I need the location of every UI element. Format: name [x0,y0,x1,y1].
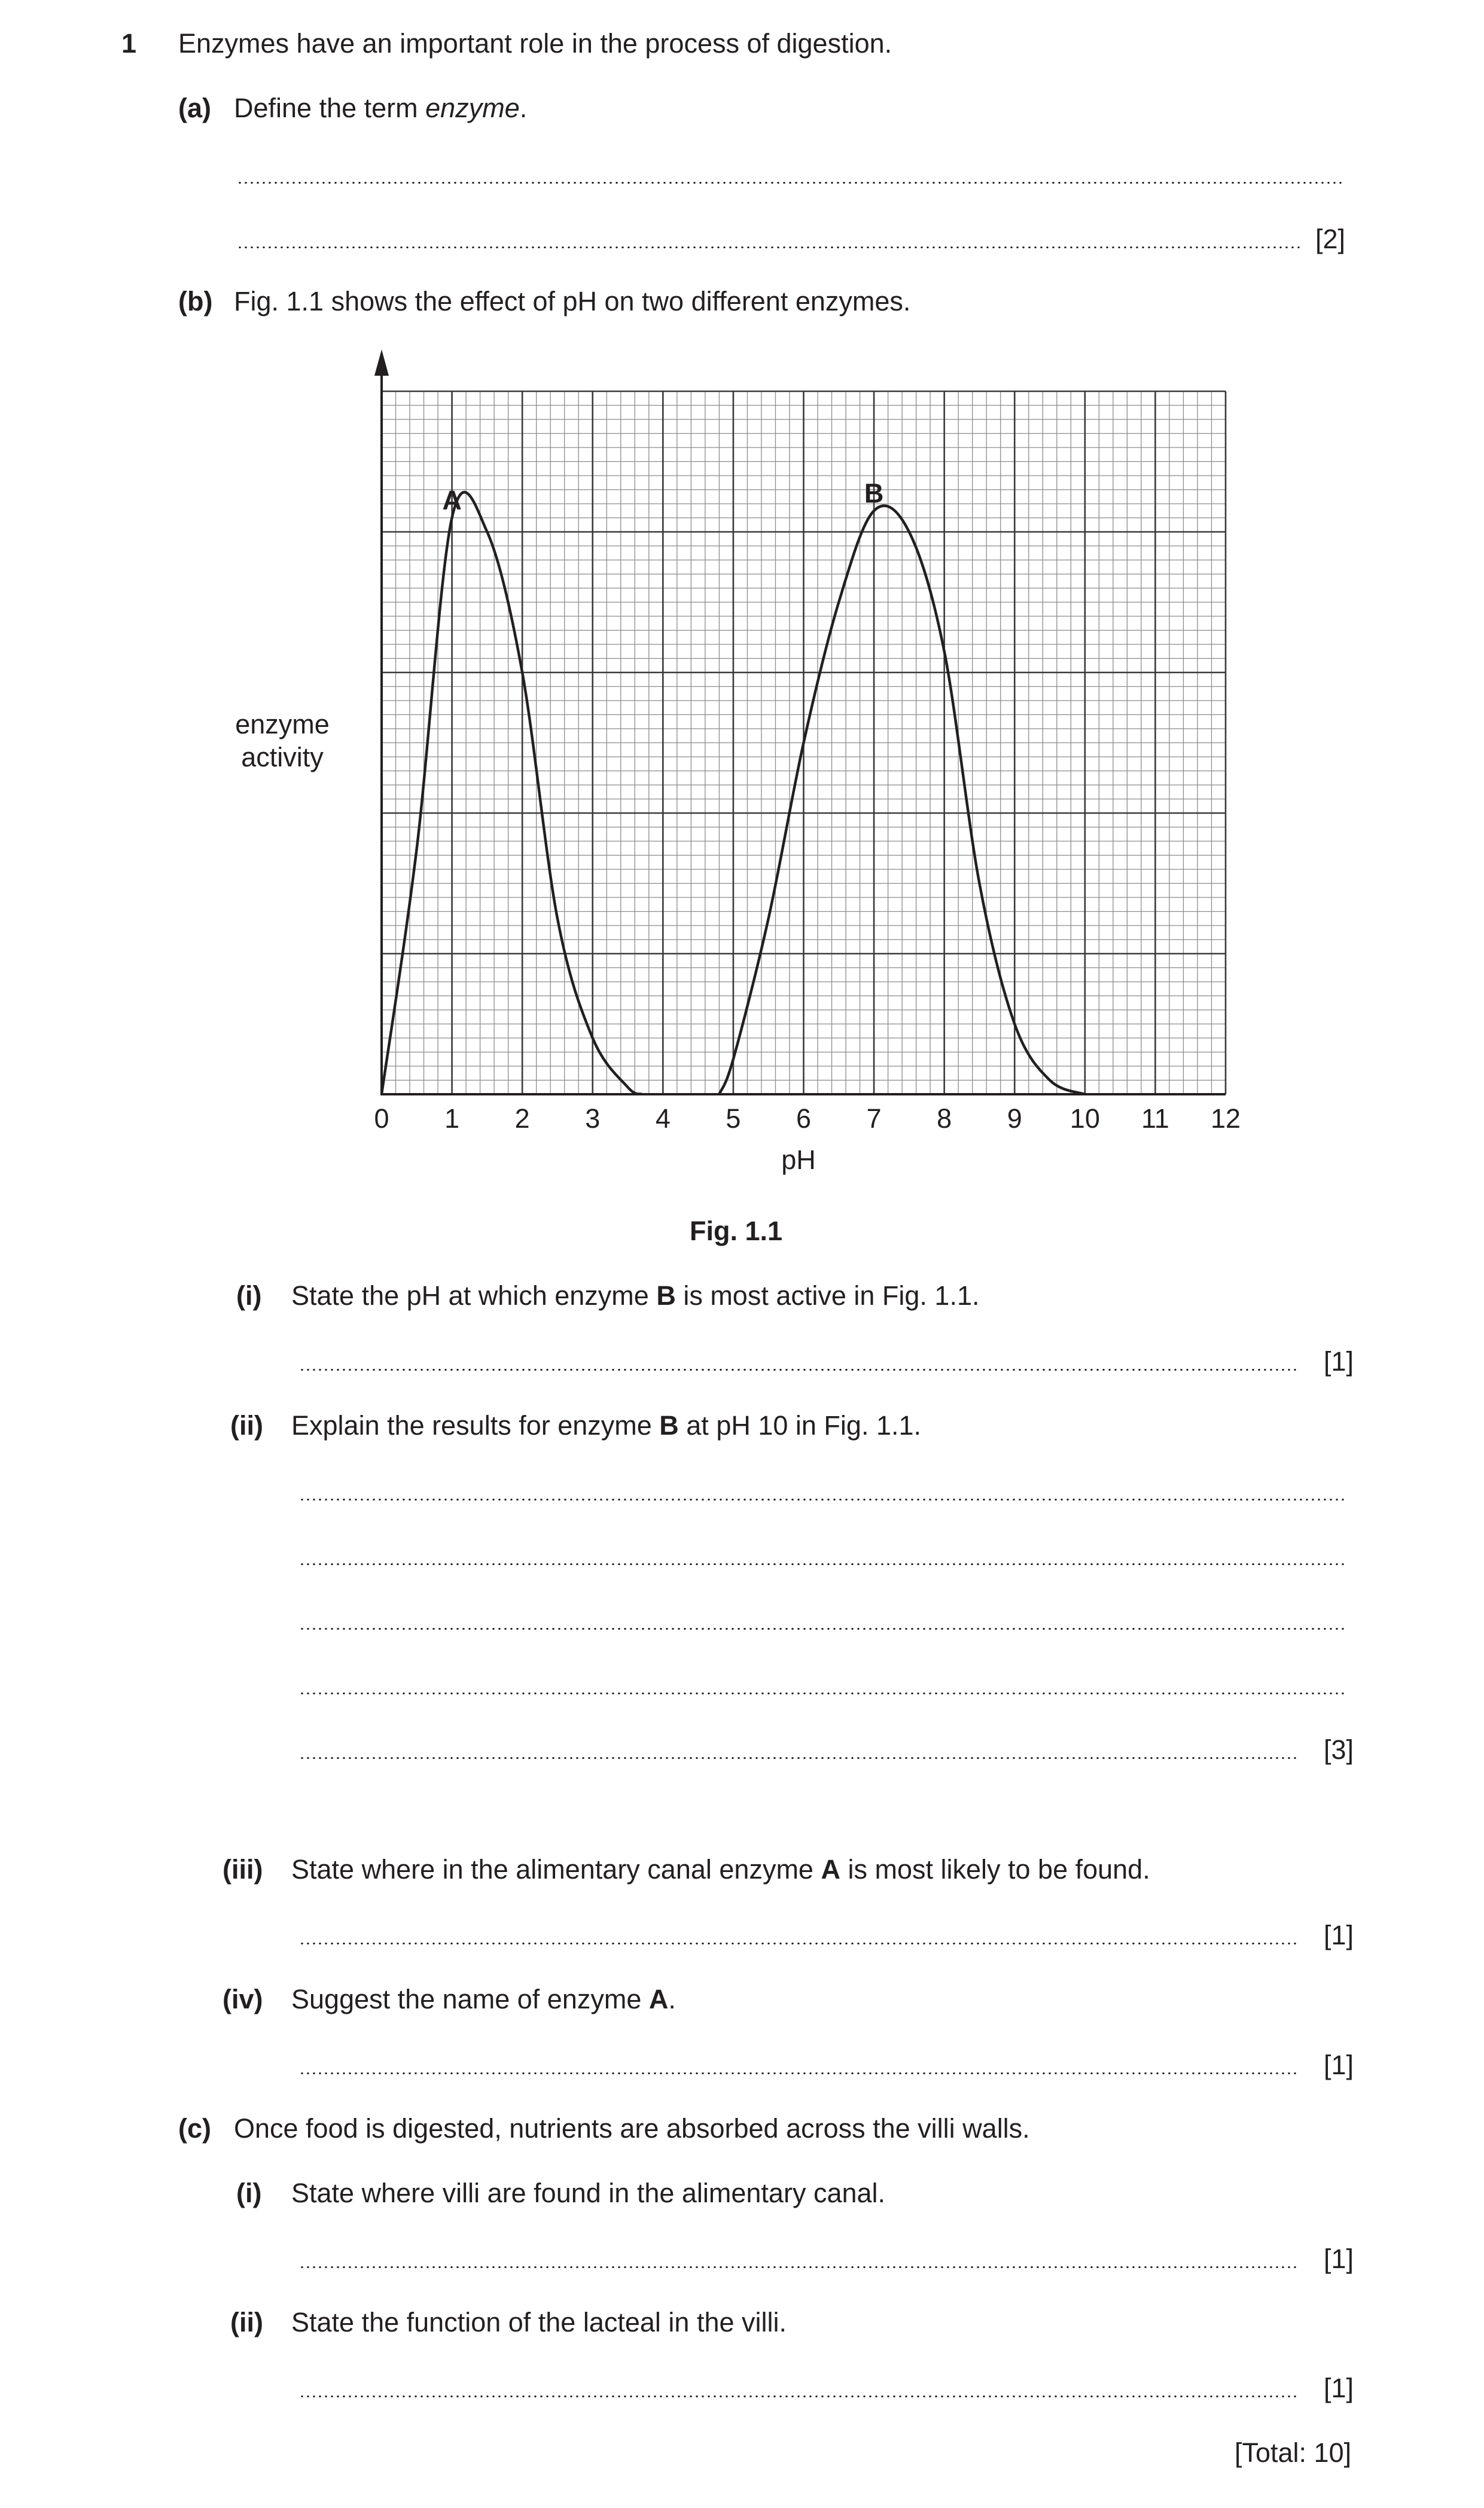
part-c-ii-text: State the function of the lacteal in the villi. [291,2307,787,2337]
series-label-B: B [864,477,884,509]
marks-b-ii: [3] [1324,1734,1354,1765]
part-c-text: Once food is digested, nutrients are absorbed across the villi walls. [234,2113,1030,2144]
question-number: 1 [121,28,137,59]
answer-line-c-i[interactable] [299,2266,1300,2268]
part-a-text-post: . [519,93,528,123]
total-marks: [Total: 10] [1235,2437,1352,2468]
answer-line-b-ii-5[interactable] [299,1757,1300,1759]
part-c-label: (c) [178,2113,211,2144]
answer-line-b-ii-3[interactable] [299,1628,1345,1630]
x-tick-label: 11 [1141,1103,1169,1134]
series-line-A [382,492,642,1094]
answer-line-b-i[interactable] [299,1369,1300,1371]
x-tick-label: 3 [585,1103,601,1134]
marks-c-ii: [1] [1324,2373,1354,2403]
part-b-iv-bold: A [648,1984,669,2014]
chart-y-axis-label-line2: activity [241,742,324,772]
part-b-ii-text [291,1410,921,1441]
x-tick-label: 0 [374,1103,389,1134]
y-axis-arrow [374,349,389,376]
answer-line-b-iii[interactable] [299,1943,1300,1944]
marks-b-i: [1] [1324,1346,1354,1377]
x-tick-label: 7 [866,1103,882,1134]
part-b-iii-bold: A [821,1854,840,1885]
answer-line-b-iv[interactable] [299,2072,1300,2074]
x-tick-label: 12 [1210,1103,1241,1134]
part-b-iv-text [291,1984,676,2015]
part-b-ii-bold: B [659,1410,679,1441]
answer-line-b-ii-1[interactable] [299,1499,1345,1500]
question-intro: Enzymes have an important role in the process of digestion. [178,28,892,59]
part-b-iii-label: (iii) [223,1854,263,1885]
part-c-i-text: State where villi are found in the alimentary canal. [291,2178,886,2208]
part-b-i-pre: State the pH at which enzyme [291,1280,657,1311]
figure-1-1-chart [0,0,1484,1197]
answer-line-b-ii-2[interactable] [299,1563,1345,1565]
x-tick-label: 1 [444,1103,460,1134]
part-b-ii-post: at pH 10 in Fig. 1.1. [678,1410,922,1441]
part-b-text: Fig. 1.1 shows the effect of pH on two different enzymes. [234,286,911,316]
part-b-iii-pre: State where in the alimentary canal enzyme [291,1854,821,1885]
part-a-text-pre: Define the term [234,93,426,123]
part-b-label: (b) [178,286,213,316]
marks-c-i: [1] [1324,2244,1354,2274]
chart-x-axis-label: pH [781,1145,816,1175]
part-b-ii-pre: Explain the results for enzyme [291,1410,660,1441]
x-tick-label: 6 [796,1103,812,1134]
chart-tick-labels [374,1103,1241,1134]
answer-line-c-ii[interactable] [299,2396,1300,2397]
x-tick-label: 2 [514,1103,530,1134]
marks-b-iii: [1] [1324,1920,1354,1950]
x-tick-label: 9 [1007,1103,1022,1134]
part-b-i-post: is most active in Fig. 1.1. [675,1280,980,1311]
part-b-iv-post: . [668,1984,676,2014]
part-b-i-text [291,1280,980,1311]
part-b-ii-label: (ii) [230,1410,263,1441]
marks-a: [2] [1315,224,1346,254]
part-c-ii-label: (ii) [230,2307,263,2337]
part-b-i-bold: B [656,1280,676,1311]
chart-y-axis-label-line1: enzyme [235,709,330,739]
x-tick-label: 5 [726,1103,741,1134]
part-b-iii-text [291,1854,1150,1885]
part-b-i-label: (i) [236,1280,262,1311]
part-a-term: enzyme [425,93,520,123]
part-b-iii-post: is most likely to be found. [840,1854,1150,1885]
part-b-iv-pre: Suggest the name of enzyme [291,1984,649,2014]
x-tick-label: 8 [937,1103,952,1134]
part-b-iv-label: (iv) [223,1984,263,2014]
x-tick-label: 10 [1069,1103,1100,1134]
answer-line-b-ii-4[interactable] [299,1693,1345,1694]
part-c-i-label: (i) [236,2178,262,2208]
marks-b-iv: [1] [1324,2050,1354,2080]
series-label-A: A [442,485,462,516]
x-tick-label: 4 [655,1103,671,1134]
figure-caption: Fig. 1.1 [690,1216,783,1246]
part-a-label: (a) [178,93,211,123]
